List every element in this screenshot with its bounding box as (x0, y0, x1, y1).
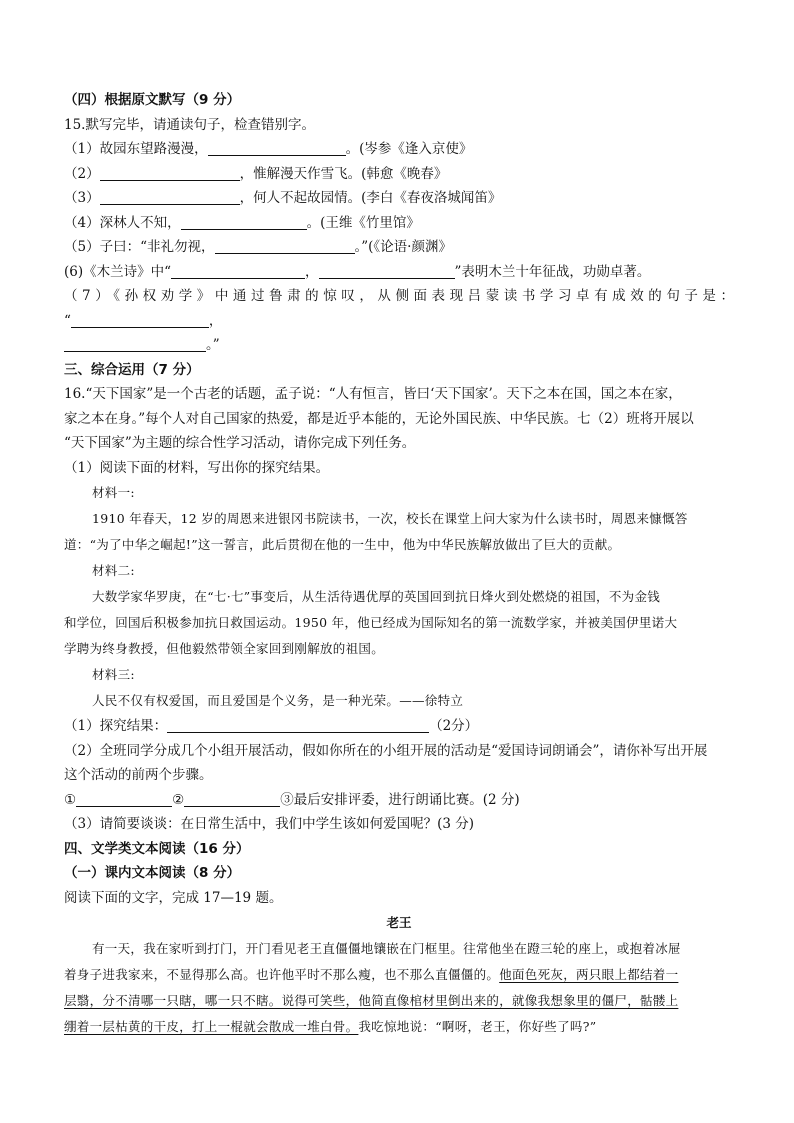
q15-line-2: （2） ，惟解漫天作雪飞。(韩愈《晚春》 (64, 165, 448, 182)
section-title-recitation: （四）根据原文默写（9 分） (64, 92, 241, 108)
story-title: 老王 (386, 915, 412, 930)
question-15-stem: 15.默写完毕，请通读句子，检查错别字。 (64, 116, 315, 133)
q15-line-7b: “ ， (64, 312, 223, 329)
reading-instruction: 阅读下面的文字，完成 17—19 题。 (64, 889, 283, 906)
question-16-stem: 16.“天下国家”是一个古老的话题，孟子说：“人有恒言，皆曰‘天下国家’。天下之本在国，国之本在家， 家之本在身。”每个人对自己国家的热爱，都是近乎本能的，无论外国民族、中华民族。七（2）班将开展以 “天下国家”为主题的综合性学习活动，请你完成下列任务。 (64, 386, 694, 451)
answer-blank-2[interactable] (100, 164, 240, 181)
q16-task-3: （3）请简要谈谈：在日常生活中，我们中学生该如何爱国呢？(3 分) (64, 816, 475, 832)
answer-blank-3[interactable] (100, 188, 240, 205)
exam-page (64, 88, 734, 1040)
q15-line-5: （5）子曰：“非礼勿视， 。”(《论语·颜渊》 (64, 239, 452, 255)
q15-line-7: （7）《孙权劝学》中通过鲁肃的惊叹，从侧面表现吕蒙读书学习卓有成效的句子是： (64, 288, 734, 304)
answer-blank-step-2[interactable] (184, 790, 280, 807)
material-3: 材料三: 人民不仅有权爱国，而且爱国是个义务，是一种光荣。——徐特立 (92, 667, 464, 708)
q16-task-2-line-1: （2）全班同学分成几个小组开展活动，假如你所在的小组开展的活动是“爱国诗词朗诵会”，请你补写出开展 (64, 742, 708, 759)
answer-blank-6b[interactable] (319, 262, 455, 279)
q15-line-4: （4）深林人不知， 。(王维《竹里馆》 (64, 214, 420, 231)
section-title-literature: 四、文学类文本阅读（16 分） (64, 840, 250, 857)
answer-blank-6a[interactable] (171, 262, 305, 279)
q16-task-2-line-2: 这个活动的前两个步骤。 (64, 767, 213, 783)
material-1: 材料一: 1910 年春天，12 岁的周恩来进银冈书院读书，一次，校长在课堂上问大家为什么读书时，周恩来慷慨答 道：“为了中华之崛起!”这一誓言，此后贯彻在他的一生中，他为中华民族解放做出了巨大的贡献。 (64, 485, 688, 552)
q16-answer-1: （1）探究结果： （2分） (64, 718, 479, 734)
answer-blank-1[interactable] (208, 139, 346, 156)
q16-task-1: （1）阅读下面的材料，写出你的探究结果。 (64, 459, 330, 476)
answer-blank-explore[interactable] (167, 716, 429, 733)
answer-blank-7b[interactable] (64, 335, 206, 352)
section-title-comprehensive: 三、综合运用（7 分） (64, 361, 200, 378)
q15-line-7c: 。” (64, 333, 734, 358)
q16-task-2-steps: ① ② ③最后安排评委，进行朗诵比赛。(2 分) (64, 791, 520, 808)
material-2: 材料二: 大数学家华罗庚，在“七·七”事变后，从生活待遇优厚的英国回到抗日烽火到处燃烧的祖国，不为金钱 和学位，回国后积极参加抗日救国运动。1950 年，他已经成为国际知名的第一流数学家，并被美国伊里诺大 学聘为终身教授，但他毅然带领全家回到刚解放的祖国。 (64, 563, 678, 656)
q15-line-6: (6)《木兰诗》中“ ， ”表明木兰十年征战，功勋卓著。 (64, 263, 651, 280)
subsection-title-inclass: （一）课内文本阅读（8 分） (64, 865, 241, 881)
q15-line-1: （1）故园东望路漫漫， 。(岑参《逢入京使》 (64, 141, 473, 157)
answer-blank-step-1[interactable] (76, 790, 172, 807)
answer-blank-4[interactable] (181, 213, 307, 230)
story-paragraph: 有一天，我在家听到打门，开门看见老王直僵僵地镶嵌在门框里。往常他坐在蹬三轮的座上，或抱着冰屉 着身子进我家来，不显得那么高。也许他平时不那么瘦，也不那么直僵僵的。他面色死灰，两只眼上都结着一 层翳，分不清哪一只瞎，哪一只不瞎。说得可笑些，他简直像棺材里倒出来的，就像我想象里的僵尸，骷髅上 绷着一层枯黄的干皮，打上一棍就会散成一堆白骨。我吃惊地说：“啊呀，老王，你好些了吗?” (64, 941, 681, 1034)
q15-line-3: （3） ，何人不起故园情。(李白《春夜洛城闻笛》 (64, 190, 502, 206)
answer-blank-5[interactable] (215, 237, 355, 254)
answer-blank-7a[interactable] (71, 311, 209, 328)
